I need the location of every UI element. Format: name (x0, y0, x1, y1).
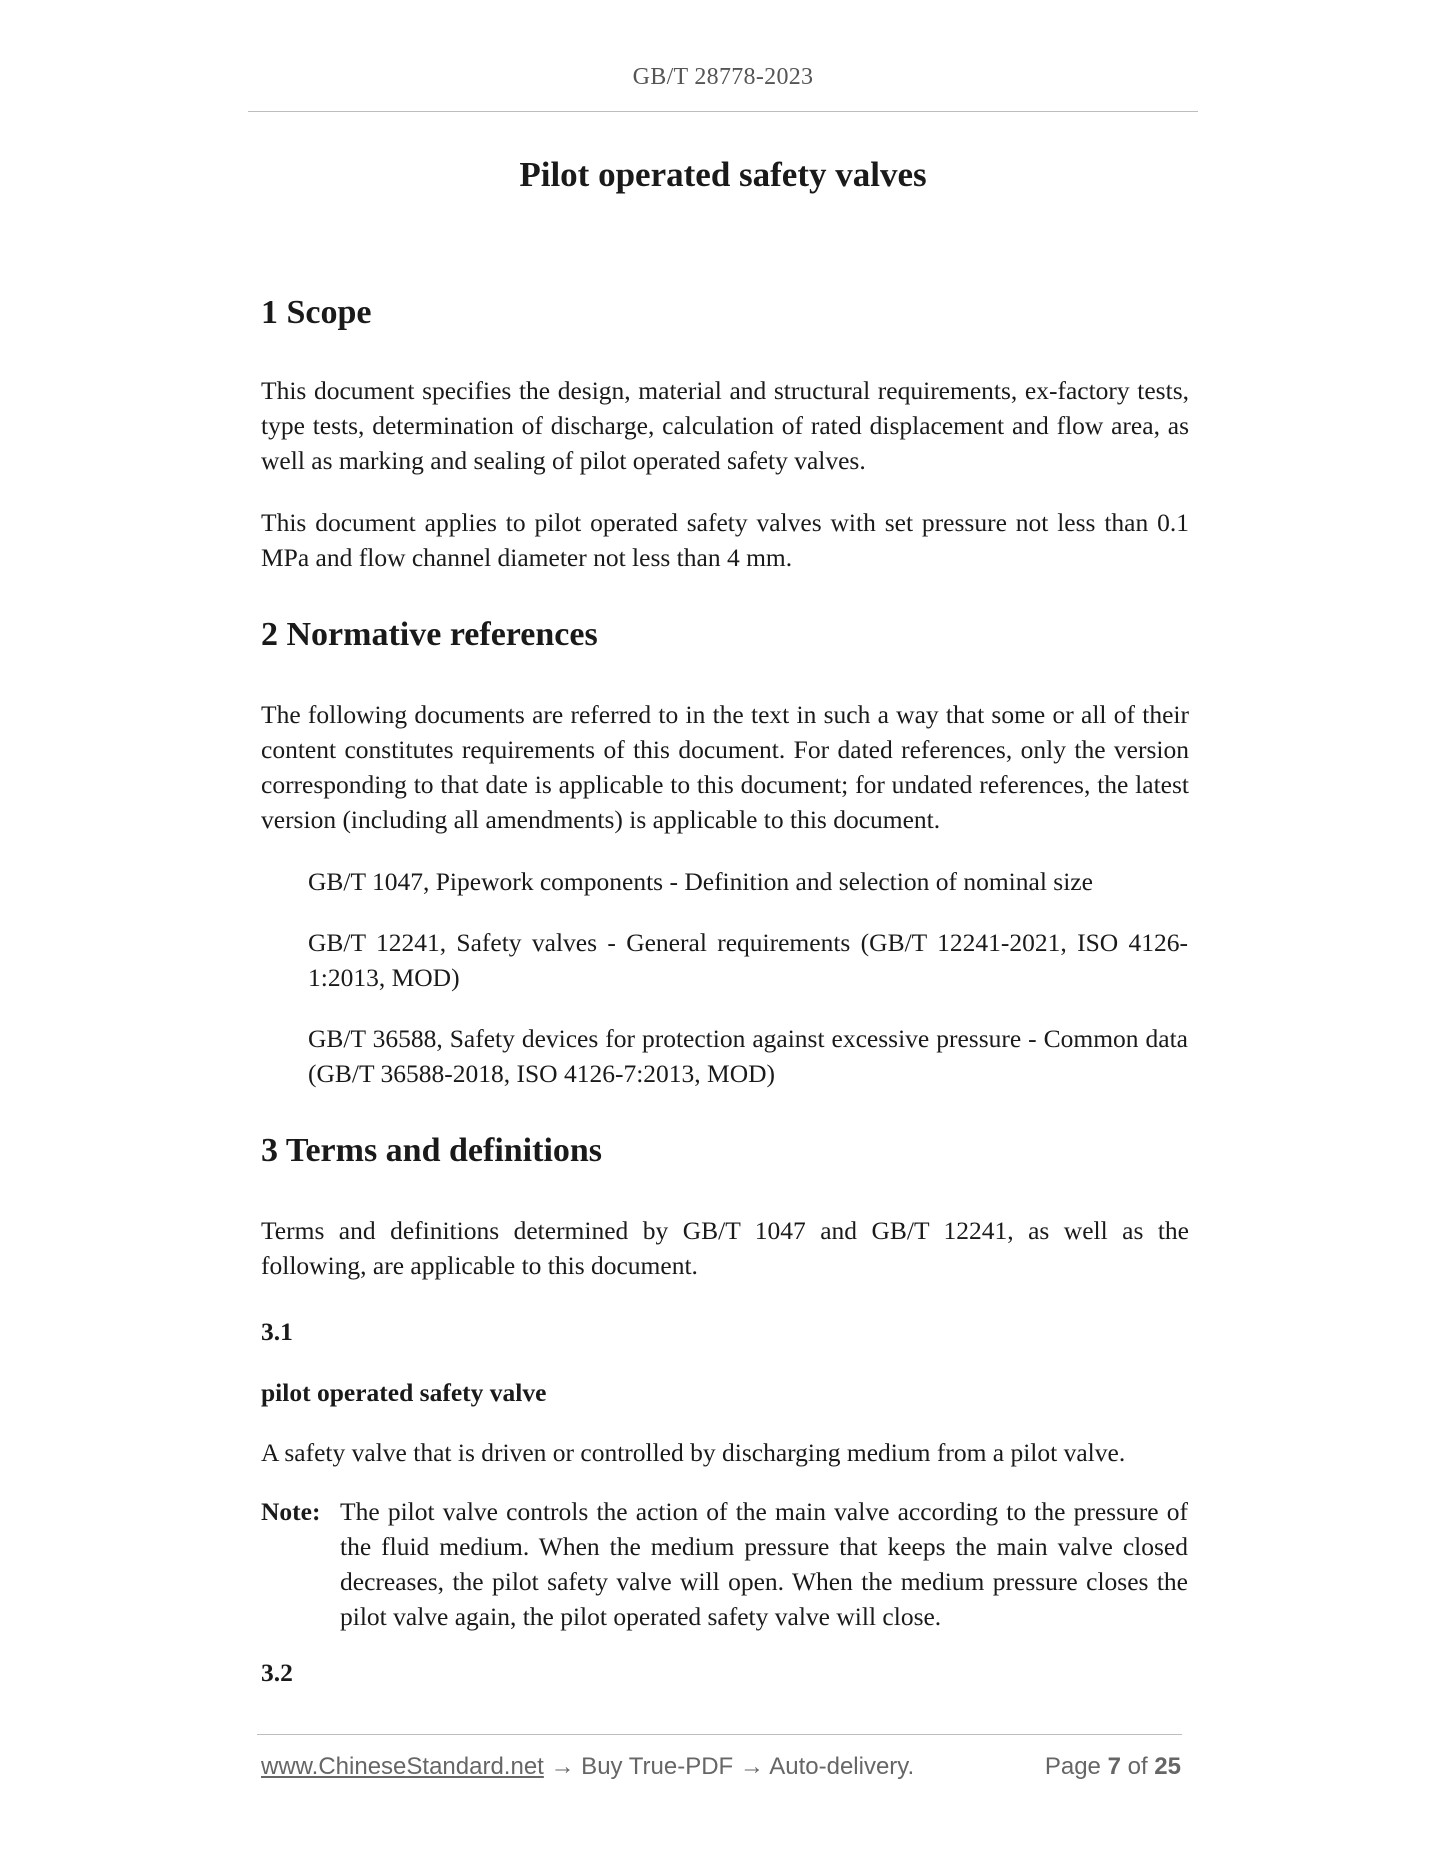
term-number: 3.2 (261, 1658, 293, 1687)
term-definition-text: A safety valve that is driven or controlled by discharging medium from a pilot valve. (261, 1438, 1126, 1467)
footer-promo (261, 1752, 914, 1782)
section-3-para-1 (261, 1213, 1189, 1283)
footer-rule (257, 1734, 1182, 1735)
running-header: GB/T 28778-2023 (632, 64, 814, 90)
page-label: Page (1044, 1753, 1101, 1780)
document-title: Pilot operated safety valves (519, 155, 927, 194)
section-1-para-1 (261, 373, 1189, 478)
section-1-para-1-text: This document specifies the design, material and structural requirements, ex-factory tests, type tests, determination of discharge, calculation of rated displacement and flow area, as well as marking and sealing of pilot operated safety valves. (261, 376, 1189, 475)
page-total: 25 (1154, 1753, 1181, 1780)
reference-item: GB/T 36588, Safety devices for protection against excessive pressure - Common data (GB/T 36588-2018, ISO 4126-7:2013, MOD) (308, 1024, 1188, 1088)
page-of: of (1127, 1753, 1148, 1780)
section-1-para-2 (261, 505, 1189, 575)
reference-item: GB/T 1047, Pipework components - Definition and selection of nominal size (308, 867, 1093, 896)
section-3-heading: 3 Terms and definitions (261, 1132, 603, 1169)
section-1-heading: 1 Scope (261, 294, 372, 331)
term-name: pilot operated safety valve (261, 1378, 547, 1407)
footer-promo-text: → Buy True-PDF → Auto-delivery. (543, 1753, 915, 1780)
section-1-para-2-text: This document applies to pilot operated safety valves with set pressure not less than 0.1 MPa and flow channel diameter not less than 4 mm. (261, 508, 1189, 572)
term-definition (261, 1435, 1189, 1470)
section-2-heading: 2 Normative references (261, 616, 598, 653)
note-label: Note: (261, 1497, 321, 1526)
header-rule (248, 111, 1198, 112)
chinese-standard-link[interactable]: www.ChineseStandard.net (261, 1753, 544, 1780)
note-text: The pilot valve controls the action of the main valve according to the pressure of the fluid medium. When the medium pressure that keeps the main valve closed decreases, the pilot safety valve will open. When the medium pressure closes the pilot valve again, the pilot operated safety valve will close. (340, 1497, 1188, 1631)
page-current: 7 (1107, 1753, 1121, 1780)
reference-item: GB/T 12241, Safety valves - General requirements (GB/T 12241-2021, ISO 4126-1:2013, MOD) (308, 928, 1188, 992)
section-3-para-1-text: Terms and definitions determined by GB/T 1047 and GB/T 12241, as well as the following, are applicable to this document. (261, 1216, 1189, 1280)
term-number: 3.1 (261, 1317, 293, 1346)
section-2-para-1-text: The following documents are referred to in the text in such a way that some or all of their content constitutes requirements of this document. For dated references, only the version corresponding to that date is applicable to this document; for undated references, the latest version (including all amendments) is applicable to this document. (261, 700, 1189, 834)
section-2-para-1 (261, 697, 1189, 837)
page-indicator (1045, 1752, 1181, 1782)
